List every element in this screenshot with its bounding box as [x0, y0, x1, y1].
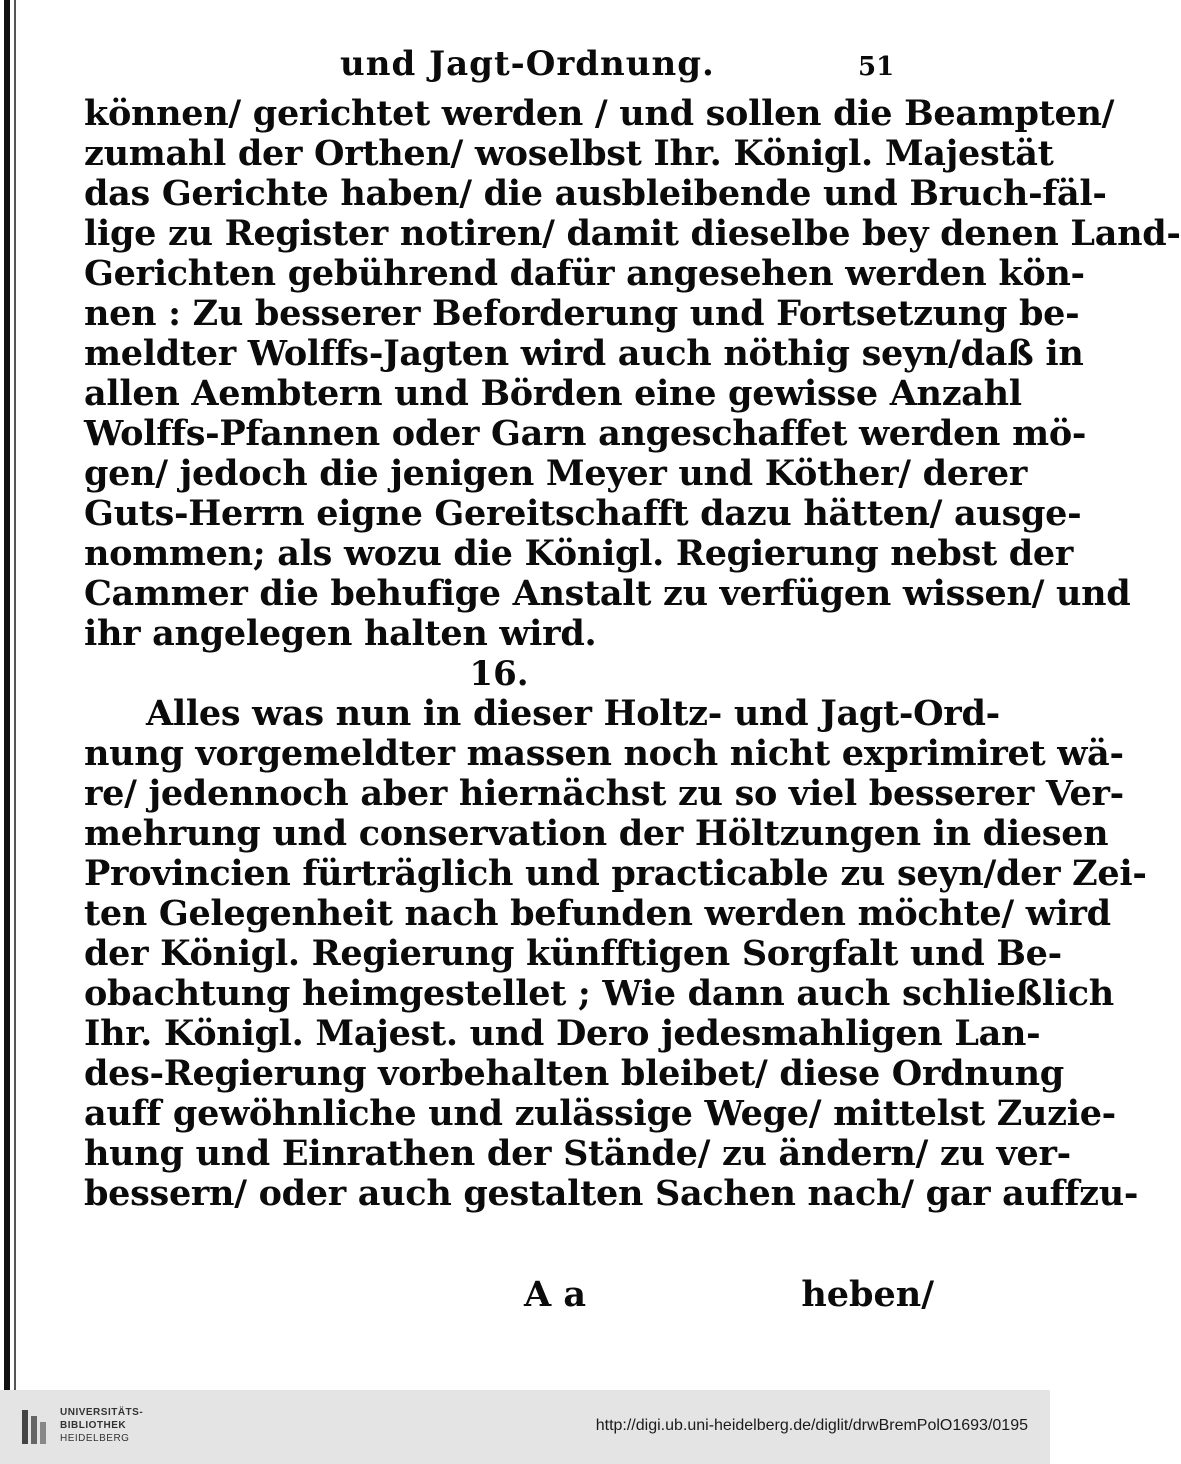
library-name: UNIVERSITÄTS- BIBLIOTHEK HEIDELBERG [60, 1407, 144, 1444]
library-logo-icon [20, 1408, 52, 1450]
text-line: gen/ jedoch die jenigen Meyer und Köther/ derer [84, 453, 1027, 494]
text-line: re/ jedennoch aber hiernächst zu so viel besserer Ver- [84, 773, 1124, 814]
text-line: zumahl der Orthen/ woselbst Ihr. Königl. Majestät [84, 133, 1054, 174]
text-line: ten Gelegenheit nach befunden werden möchte/ wird [84, 893, 1111, 934]
text-line: Gerichten gebührend dafür angesehen werden kön- [84, 253, 1085, 294]
text-line: der Königl. Regierung künfftigen Sorgfalt und Be- [84, 933, 1062, 974]
text-line: können/ gerichtet werden / und sollen die Beampten/ [84, 93, 1115, 134]
text-line: nung vorgemeldter massen noch nicht exprimiret wä- [84, 733, 1124, 774]
page-edge-shadow [4, 0, 10, 1390]
text-line: Wolffs-Pfannen oder Garn angeschaffet werden mö- [84, 413, 1087, 454]
text-line: Guts-Herrn eigne Gereitschafft dazu hätten/ ausge- [84, 493, 1082, 534]
catchword: heben/ [801, 1274, 934, 1315]
page-foot-row [84, 1274, 934, 1318]
text-line: Cammer die behufige Anstalt zu verfügen wissen/ und [84, 573, 1131, 614]
folio-number: 51 [858, 52, 895, 82]
text-line: Provincien fürträglich und practicable zu seyn/der Zei- [84, 853, 1147, 894]
text-line: meldter Wolffs-Jagten wird auch nöthig seyn/daß in [84, 333, 1084, 374]
text-line: das Gerichte haben/ die ausbleibende und Bruch-fäl- [84, 173, 1107, 214]
text-line: allen Aembtern und Börden eine gewisse Anzahl [84, 373, 1022, 414]
permalink-url[interactable]: http://digi.ub.uni-heidelberg.de/diglit/drwBremPolO1693/0195 [595, 1417, 1028, 1434]
page-edge-line [14, 0, 16, 1390]
body-text [84, 93, 1181, 1214]
library-logo[interactable] [20, 1402, 220, 1452]
text-line: bessern/ oder auch gestalten Sachen nach/ gar auffzu- [84, 1173, 1139, 1214]
text-line: ihr angelegen halten wird. [84, 613, 597, 654]
signature-mark: A a [524, 1274, 587, 1315]
text-line: mehrung und conservation der Höltzungen in diesen [84, 813, 1109, 854]
text-line: nommen; als wozu die Königl. Regierung nebst der [84, 533, 1074, 574]
section-number: 16. [469, 654, 529, 694]
text-line: nen : Zu besserer Beforderung und Fortsetzung be- [84, 293, 1080, 334]
text-line: hung und Einrathen der Stände/ zu ändern/ zu ver- [84, 1133, 1071, 1174]
text-line: lige zu Register notiren/ damit dieselbe bey denen Land- [84, 213, 1181, 254]
text-line: des-Regierung vorbehalten bleibet/ diese Ordnung [84, 1053, 1064, 1094]
viewer-footer [0, 1390, 1050, 1464]
text-line: Alles was nun in dieser Holtz- und Jagt-Ord- [146, 693, 1000, 734]
text-line: auff gewöhnliche und zulässige Wege/ mittelst Zuzie- [84, 1093, 1116, 1134]
text-line: Ihr. Königl. Majest. und Dero jedesmahligen Lan- [84, 1013, 1041, 1054]
text-line: obachtung heimgestellet ; Wie dann auch schließlich [84, 973, 1114, 1014]
running-head: und Jagt-Ordnung. [340, 44, 715, 84]
